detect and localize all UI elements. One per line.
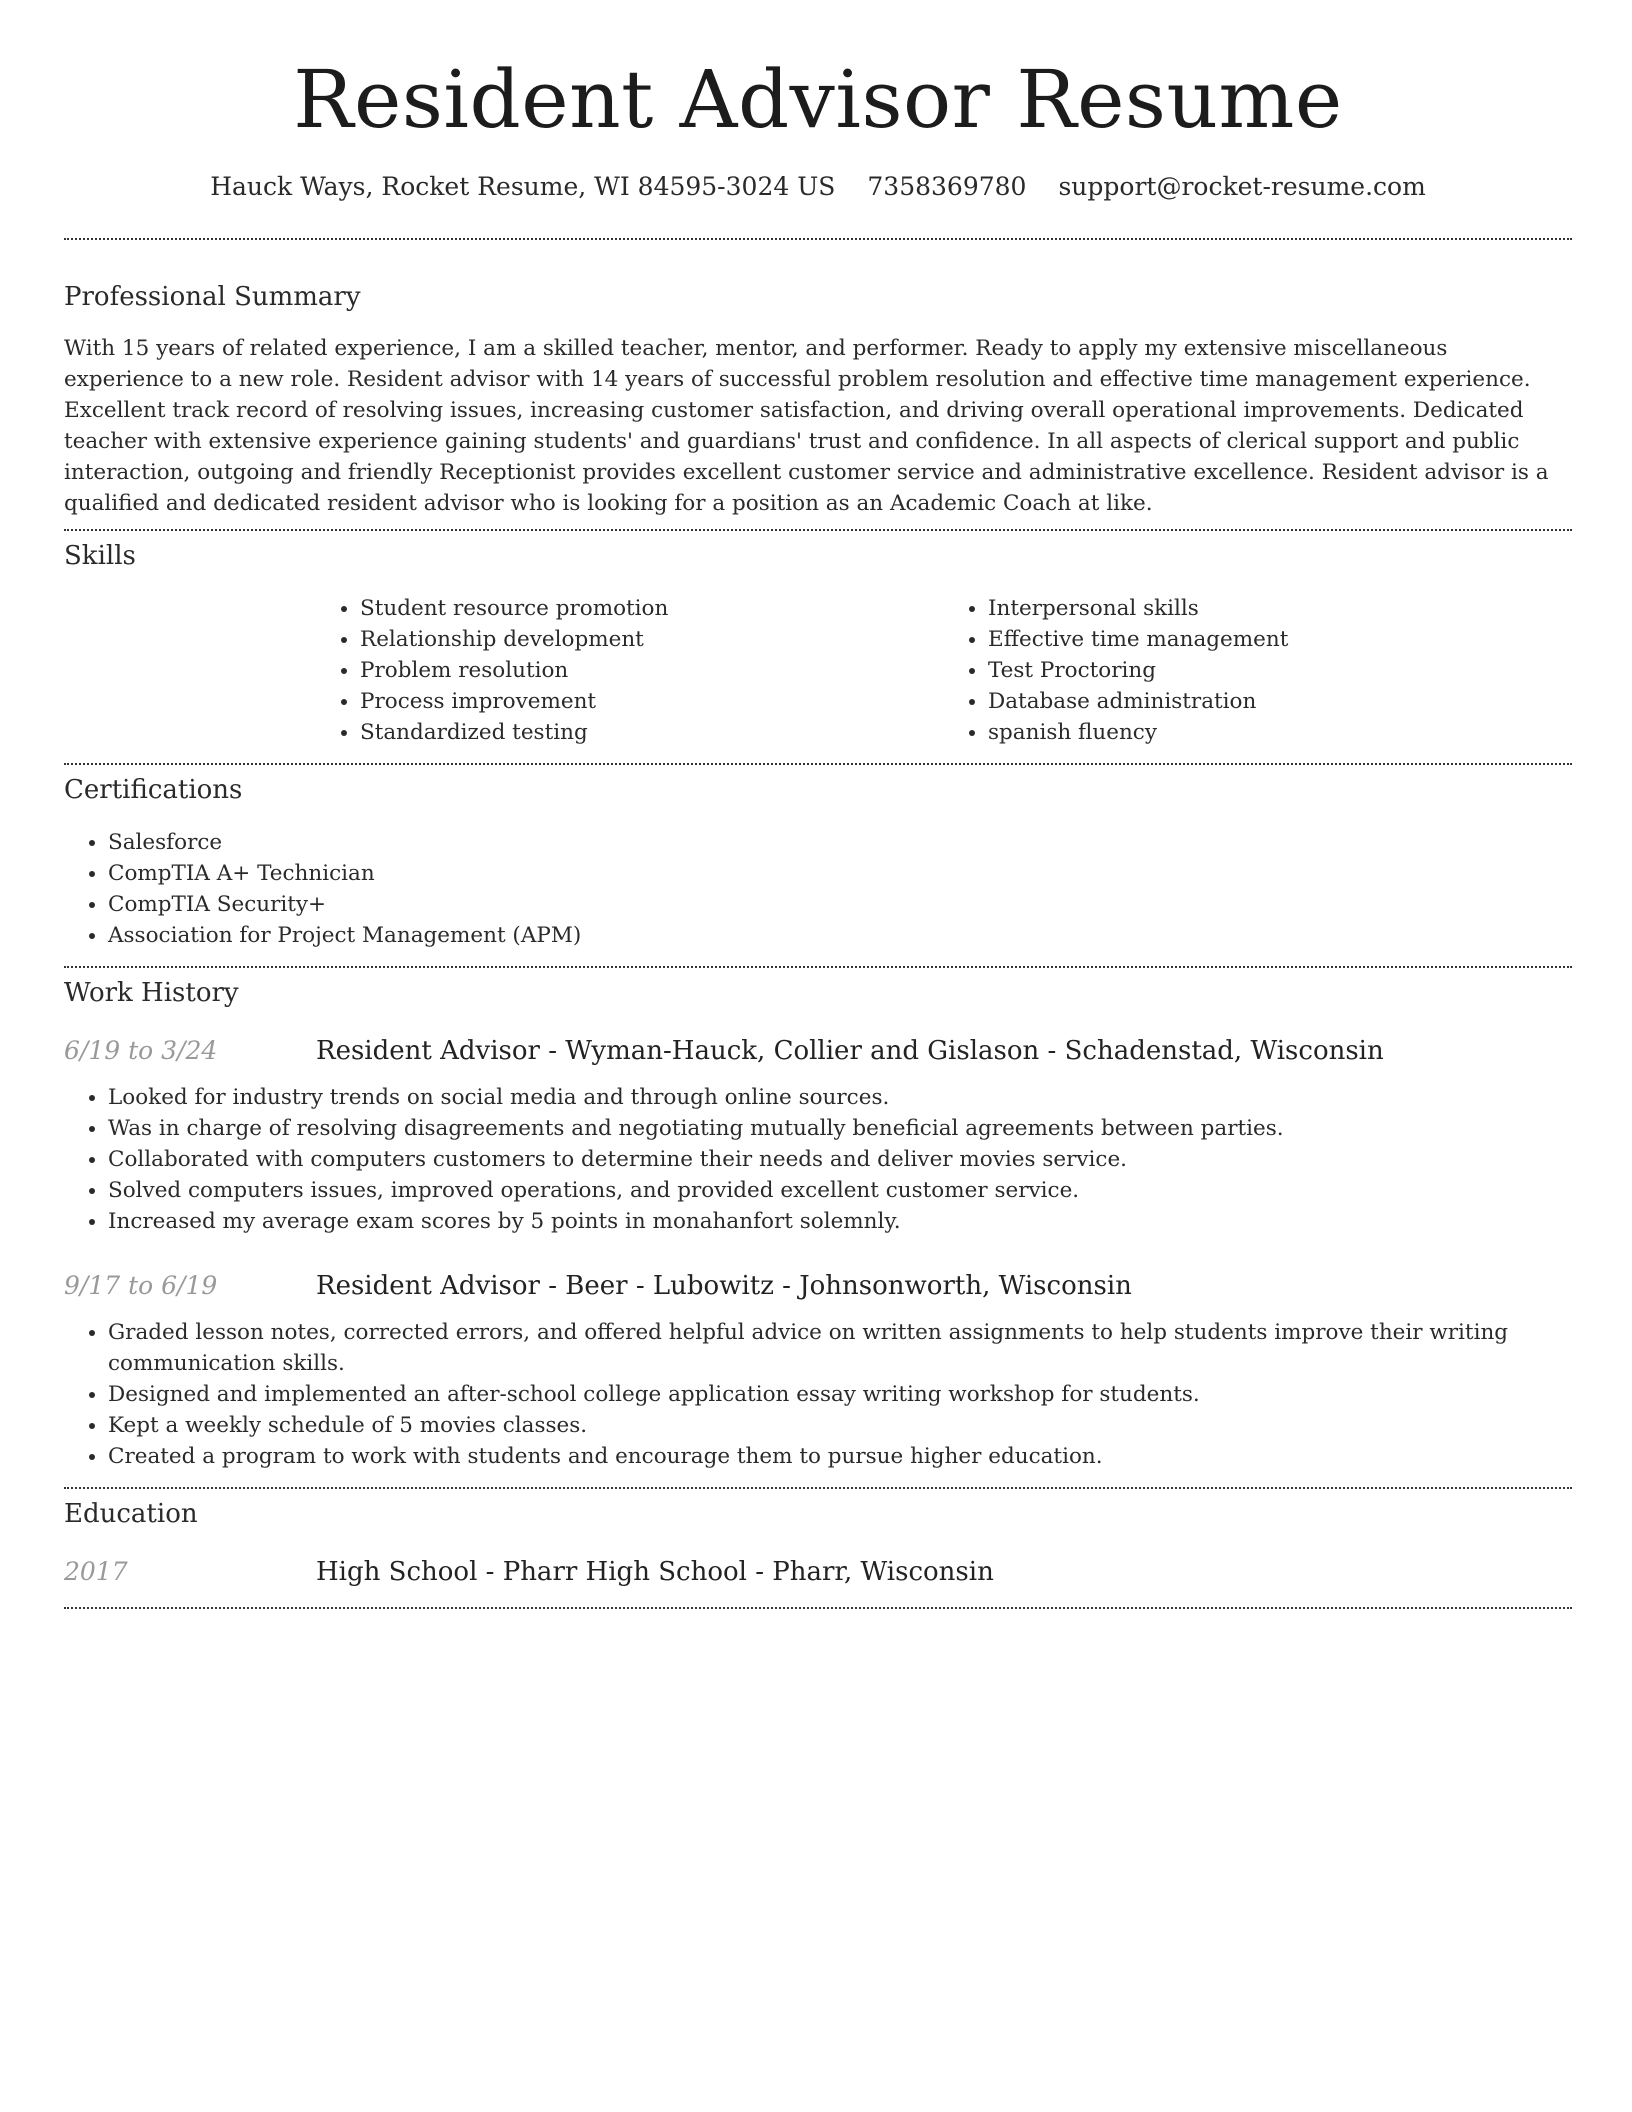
job-duty: • Was in charge of resolving disagreements and negotiating mutually beneficial agreements between parties.: [108, 1113, 1572, 1144]
job-header: [64, 1034, 1572, 1068]
skill-item: • Problem resolution: [360, 655, 944, 686]
skill-item: • Test Proctoring: [988, 655, 1572, 686]
skills-heading: Skills: [64, 541, 136, 571]
skills-column-right: [944, 593, 1572, 748]
job-duties: [64, 1082, 1572, 1237]
job-duty: • Kept a weekly schedule of 5 movies classes.: [108, 1410, 1542, 1441]
skill-item: • Effective time management: [988, 624, 1572, 655]
summary-section: [64, 240, 1572, 519]
job-title: Resident Advisor - Wyman-Hauck, Collier and Gislason - Schadenstad, Wisconsin: [316, 1036, 1384, 1066]
contact-address: Hauck Ways, Rocket Resume, WI 84595-3024 US: [210, 172, 836, 201]
certification-item: • Association for Project Management (APM): [108, 920, 1572, 951]
summary-text: With 15 years of related experience, I am a skilled teacher, mentor, and performer. Ready to apply my extensive miscellaneous experience to a new role. Resident advisor with 14 years of successful problem resolution and effective time management experience. Excellent track record of resolving issues, increasing customer satisfaction, and driving overall operational improvements. Dedicated teacher with extensive experience gaining students' and guardians' trust and confidence. In all aspects of clerical support and public interaction, outgoing and friendly Receptionist provides excellent customer service and administrative excellence. Resident advisor is a qualified and dedicated resident advisor who is looking for a position as an Academic Coach at like.: [64, 336, 1549, 516]
skill-item: • Standardized testing: [360, 717, 944, 748]
certification-item: • CompTIA A+ Technician: [108, 858, 1572, 889]
job-duties: [64, 1317, 1572, 1472]
job-duty: • Looked for industry trends on social media and through online sources.: [108, 1082, 1572, 1113]
contact-email: support@rocket-resume.com: [1058, 172, 1426, 201]
summary-heading: Professional Summary: [64, 282, 361, 312]
skill-item: • Process improvement: [360, 686, 944, 717]
skill-item: • Database administration: [988, 686, 1572, 717]
resume-title: Resident Advisor Resume: [293, 53, 1343, 146]
certifications-heading: Certifications: [64, 775, 243, 805]
divider: [64, 1607, 1572, 1609]
education-heading: Education: [64, 1499, 198, 1529]
certification-item: • Salesforce: [108, 827, 1572, 858]
job-title: Resident Advisor - Beer - Lubowitz - Johnsonworth, Wisconsin: [316, 1271, 1132, 1301]
resume-page: [64, 0, 1572, 1609]
skill-item: • Interpersonal skills: [988, 593, 1572, 624]
certifications-section: [64, 765, 1572, 951]
job-duty: • Solved computers issues, improved operations, and provided excellent customer service.: [108, 1175, 1572, 1206]
education-section: [64, 1489, 1572, 1589]
certification-item: • CompTIA Security+: [108, 889, 1572, 920]
work-history-section: [64, 968, 1572, 1472]
job-duty: • Created a program to work with students and encourage them to pursue higher education.: [108, 1441, 1542, 1472]
education-entry: [64, 1555, 1572, 1589]
contact-line: [64, 170, 1572, 204]
job-dates: 9/17 to 6/19: [64, 1271, 218, 1300]
job-duty: • Graded lesson notes, corrected errors, and offered helpful advice on written assignments to help students improve their writing communication skills.: [108, 1317, 1542, 1379]
job-duty: • Designed and implemented an after-school college application essay writing workshop for students.: [108, 1379, 1542, 1410]
job-header: [64, 1269, 1572, 1303]
skills-column-left: [316, 593, 944, 748]
job-duty: • Collaborated with computers customers to determine their needs and deliver movies service.: [108, 1144, 1572, 1175]
skill-item: • spanish fluency: [988, 717, 1572, 748]
work-history-heading: Work History: [64, 978, 239, 1008]
job-entry: [64, 1269, 1572, 1472]
skills-section: [64, 531, 1572, 748]
education-date: 2017: [64, 1557, 128, 1586]
contact-phone: 7358369780: [867, 172, 1027, 201]
education-title: High School - Pharr High School - Pharr, Wisconsin: [316, 1557, 994, 1587]
certifications-list: [64, 827, 1572, 951]
job-dates: 6/19 to 3/24: [64, 1036, 218, 1065]
job-entry: [64, 1034, 1572, 1237]
skill-item: • Relationship development: [360, 624, 944, 655]
skills-list: [316, 593, 1572, 748]
skill-item: • Student resource promotion: [360, 593, 944, 624]
job-duty: • Increased my average exam scores by 5 points in monahanfort solemnly.: [108, 1206, 1572, 1237]
